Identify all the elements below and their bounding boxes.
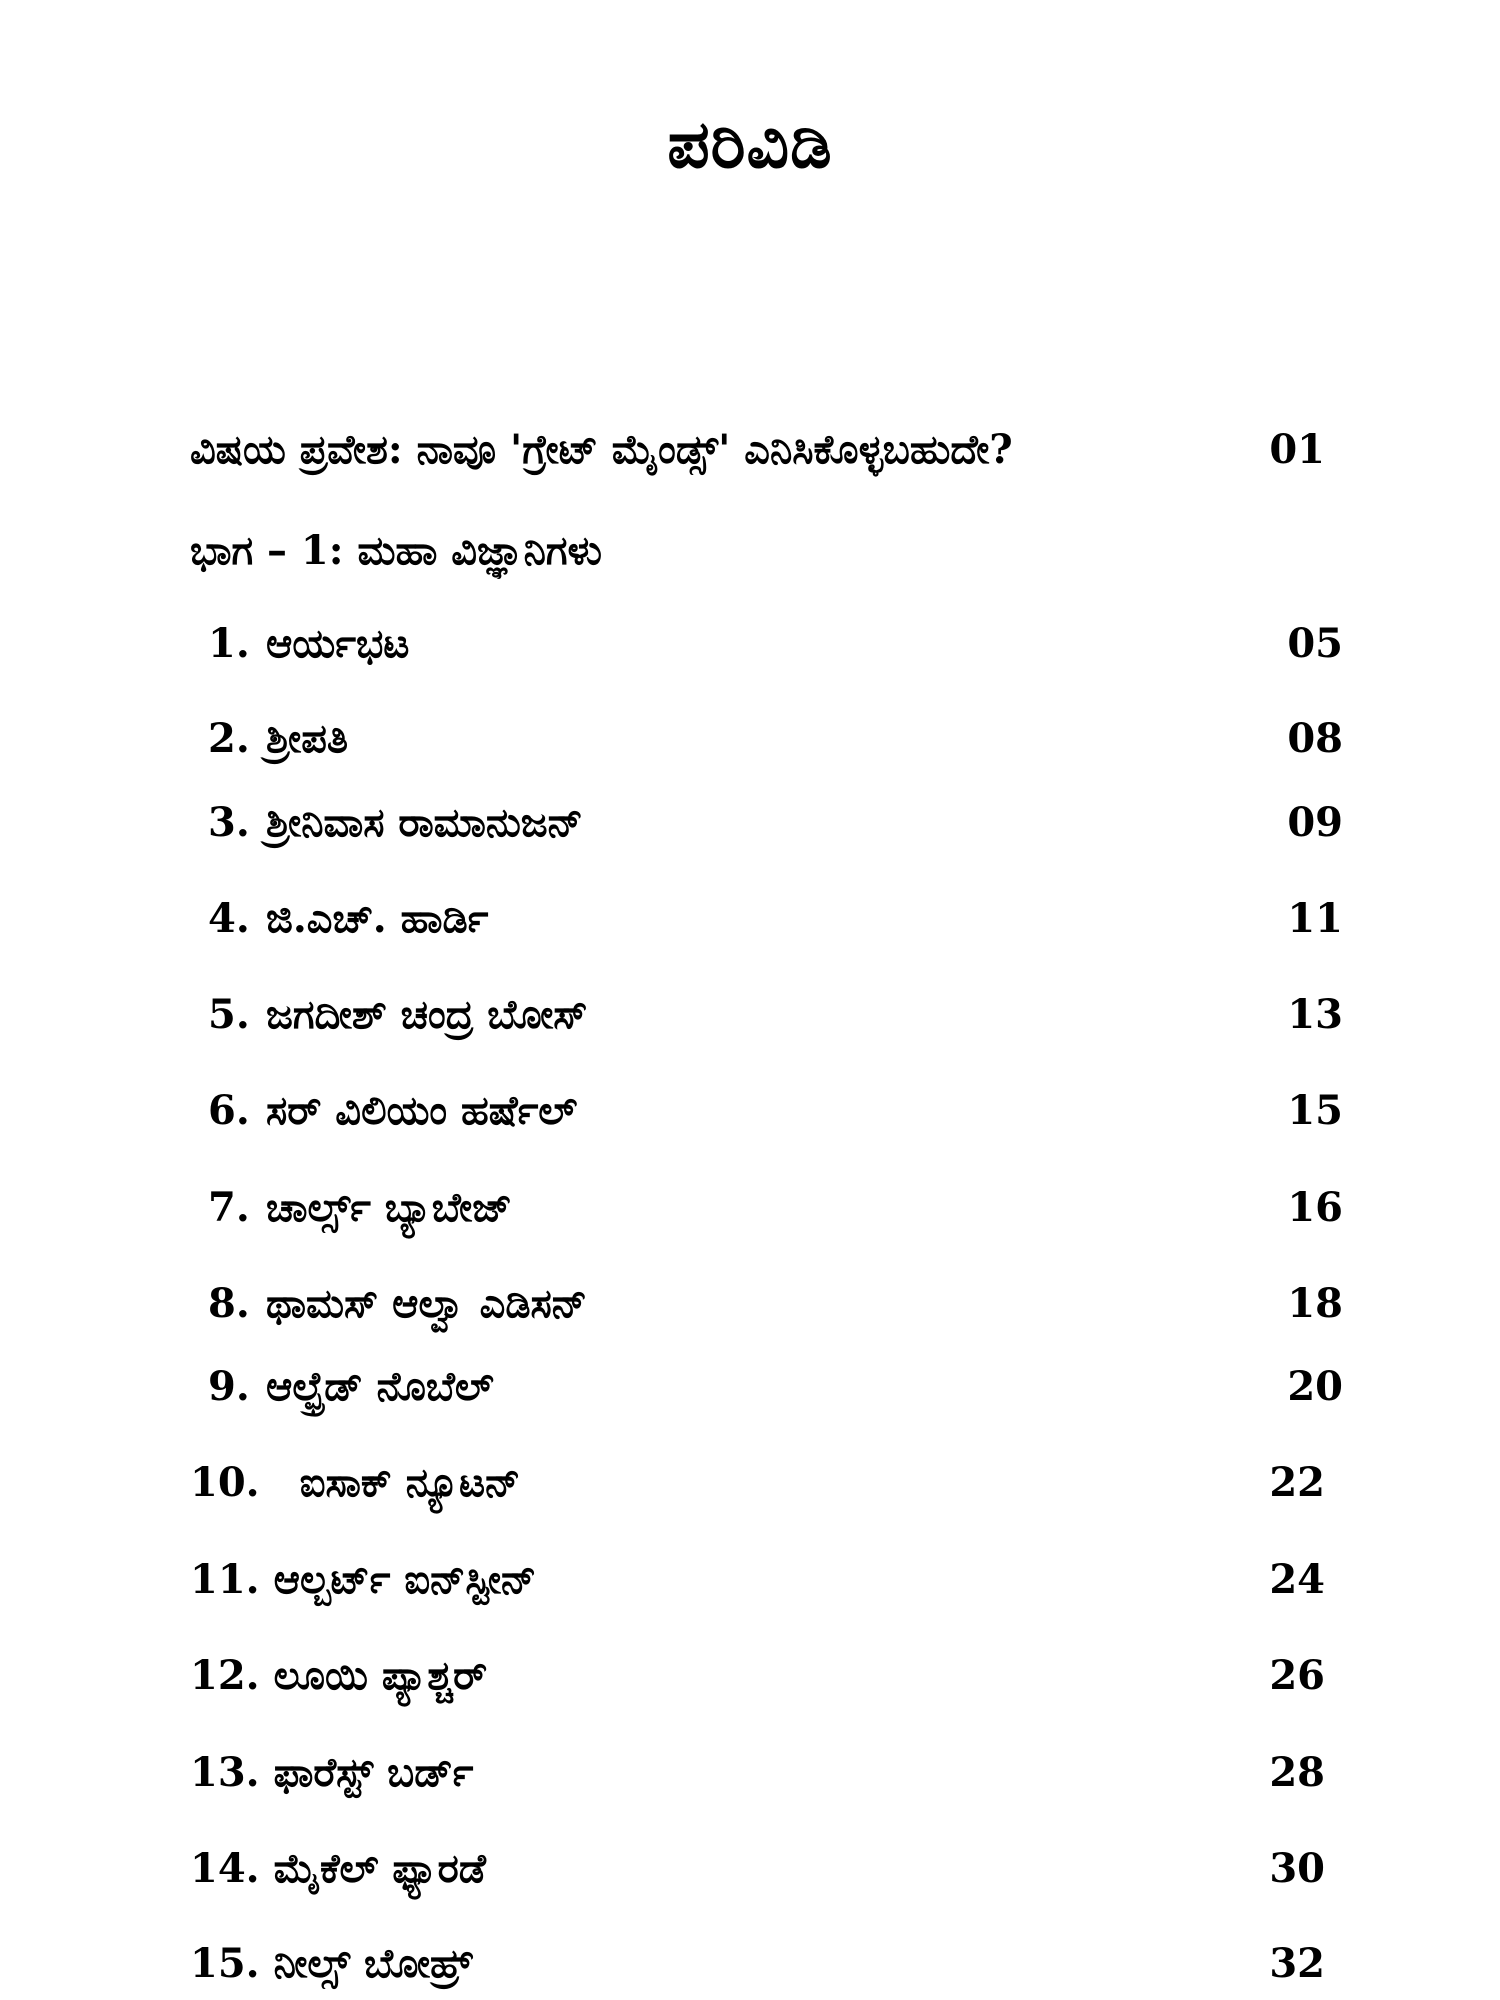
toc-entry-page: 09	[1287, 798, 1343, 846]
toc-entry[interactable]	[190, 703, 1343, 773]
page-title: ಪರಿವಿಡಿ	[667, 105, 833, 183]
toc-entry-page: 11	[1287, 894, 1343, 942]
toc-entry[interactable]	[190, 1075, 1343, 1145]
toc-entry-number: 4.	[208, 894, 250, 942]
toc-entry-number: 1.	[208, 619, 250, 667]
section-heading: ಭಾಗ – 1: ಮಹಾ ವಿಜ್ಞಾನಿಗಳು	[190, 526, 602, 574]
toc-entry-number: 9.	[208, 1362, 250, 1410]
toc-entry-page: 18	[1287, 1279, 1343, 1327]
toc-entry-page: 26	[1269, 1651, 1325, 1699]
toc-entry[interactable]	[190, 1640, 1325, 1710]
toc-entry-number: 5.	[208, 990, 250, 1038]
toc-entry-label: ಸರ್ ವಿಲಿಯಂ ಹರ್ಷೆಲ್	[266, 1086, 578, 1134]
toc-entry-page: 28	[1269, 1748, 1325, 1796]
toc-entry-label: ಥಾಮಸ್ ಆಲ್ವಾ ಎಡಿಸನ್	[266, 1279, 587, 1327]
toc-entry[interactable]	[190, 1544, 1325, 1614]
toc-entry-page: 22	[1269, 1458, 1325, 1506]
toc-entry-label: ಲೂಯಿ ಪ್ಯಾಶ್ಚರ್	[273, 1651, 488, 1699]
toc-intro-row[interactable]	[190, 414, 1325, 484]
toc-entry-label: ಆಲ್ಬರ್ಟ್ ಐನ್‌ಸ್ಟೀನ್	[273, 1555, 537, 1603]
toc-entry-number: 13.	[190, 1748, 260, 1796]
toc-entry-number: 7.	[208, 1183, 250, 1231]
toc-entry[interactable]	[190, 979, 1343, 1049]
toc-entry-label: ಫಾರೆಸ್ಟ್ ಬರ್ಡ್	[273, 1748, 474, 1796]
toc-entry-number: 14.	[190, 1844, 260, 1892]
toc-entry[interactable]	[190, 787, 1343, 857]
toc-entry-number: 15.	[190, 1939, 260, 1987]
toc-entry-page: 20	[1287, 1362, 1343, 1410]
toc-entry-page: 15	[1287, 1086, 1343, 1134]
toc-entry[interactable]	[190, 1447, 1325, 1517]
toc-entry-number: 12.	[190, 1651, 260, 1699]
toc-entry-number: 10.	[190, 1458, 260, 1506]
toc-entry-page: 08	[1287, 714, 1343, 762]
toc-entry-label: ಶ್ರೀಪತಿ	[266, 714, 349, 762]
toc-entry-label: ಐಸಾಕ್ ನ್ಯೂಟನ್	[299, 1458, 521, 1506]
toc-entry-number: 6.	[208, 1086, 250, 1134]
toc-entry-page: 30	[1269, 1844, 1325, 1892]
toc-entry[interactable]	[190, 1928, 1325, 1998]
toc-entry-number: 3.	[208, 798, 250, 846]
toc-entry-label: ಆಲ್ಫ್ರೆಡ್ ನೊಬೆಲ್	[266, 1362, 494, 1410]
toc-entry-label: ಜಗದೀಶ್ ಚಂದ್ರ ಬೋಸ್	[266, 990, 588, 1038]
toc-entry-number: 2.	[208, 714, 250, 762]
toc-entry-number: 11.	[190, 1555, 260, 1603]
toc-entry-page: 13	[1287, 990, 1343, 1038]
toc-entry-label: ನೀಲ್ಸ್ ಬೋಹ್ರ್	[273, 1939, 473, 1987]
toc-intro-label: ವಿಷಯ ಪ್ರವೇಶ: ನಾವೂ 'ಗ್ರೇಟ್ ಮೈಂಡ್ಸ್' ಎನಿಸಿಕೊಳ್ಳಬಹುದೇ?	[190, 425, 1013, 473]
toc-intro-page: 01	[1269, 425, 1325, 473]
toc-entry-label: ಆರ್ಯಭಟ	[266, 619, 410, 667]
toc-entry[interactable]	[190, 608, 1343, 678]
toc-entry[interactable]	[190, 1737, 1325, 1807]
toc-entry-page: 32	[1269, 1939, 1325, 1987]
toc-entry[interactable]	[190, 1172, 1343, 1242]
toc-entry-label: ಚಾರ್ಲ್ಸ್ ಬ್ಯಾಬೇಜ್	[266, 1183, 513, 1231]
toc-entry-page: 05	[1287, 619, 1343, 667]
toc-entry-page: 16	[1287, 1183, 1343, 1231]
toc-entry[interactable]	[190, 1833, 1325, 1903]
toc-entry[interactable]	[190, 1268, 1343, 1338]
toc-entry[interactable]	[190, 883, 1343, 953]
toc-entry-number: 8.	[208, 1279, 250, 1327]
toc-entry-label: ಮೈಕೆಲ್ ಫ್ಯಾರಡೆ	[273, 1844, 486, 1892]
toc-entry-label: ಶ್ರೀನಿವಾಸ ರಾಮಾನುಜನ್	[266, 798, 583, 846]
toc-entry-label: ಜಿ.ಎಚ್. ಹಾರ್ಡಿ	[266, 894, 489, 942]
toc-entry[interactable]	[190, 1351, 1343, 1421]
toc-entry-page: 24	[1269, 1555, 1325, 1603]
